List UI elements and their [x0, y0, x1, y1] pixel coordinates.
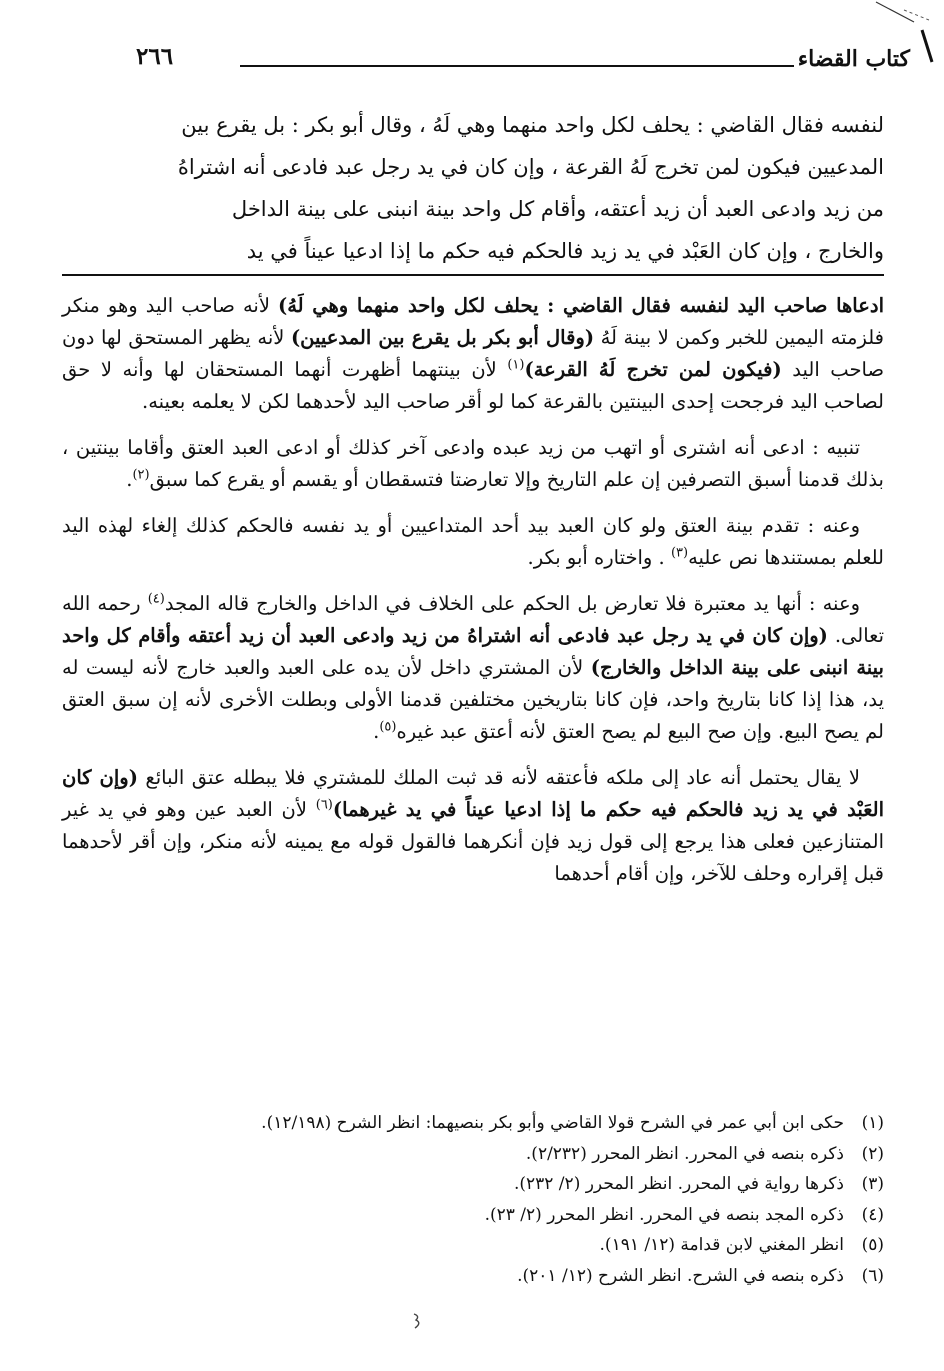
- commentary-text: لأنه صاحب اليد وهو منكر فلزمته اليمين للخبر وكمن لا بينة لَهُ: [62, 294, 884, 349]
- commentary-text: تنبيه : ادعى أنه اشترى أو اتهب من زيد عبده وادعى آخر كذلك أو ادعى العبد العتق وأقاما بينتين ، بذلك قدمنا أسبق التصرفين إن علم التاريخ وإلا تعارضتا فتسقطان أو يقسم أو يقرع كما سبق: [62, 436, 884, 491]
- quoted-matn: (وإن كان العَبْد في يد زيد فالحكم فيه حكم ما إذا ادعيا عيناً في يد غيرهما): [62, 766, 884, 821]
- footnote-item: [62, 1169, 884, 1200]
- commentary-text: لأن بينتهما أظهرت أنهما المستحقان لها وأنه لا حق لصاحب اليد فرجحت إحدى البينتين بالقرعة كما لو أقر صاحب اليد لأحدهما لكن لا يعلمه بعينه.: [62, 358, 884, 413]
- commentary-text: .: [126, 468, 133, 491]
- footnote-number: (٦): [861, 1265, 884, 1286]
- footnote-text: ذكره المجد بنصه في المحرر. انظر المحرر (٢/ ٢٣).: [484, 1204, 844, 1225]
- commentary-text: .: [373, 720, 380, 743]
- footnote-ref: (٥): [379, 719, 397, 735]
- footnote-item: [62, 1139, 884, 1170]
- footnote-text: ذكره بنصه في المحرر. انظر المحرر (٢/٢٣٢).: [525, 1143, 844, 1164]
- scan-mark: [410, 1312, 424, 1330]
- footnote-text: ذكره بنصه في الشرح. انظر الشرح (١٢/ ٢٠١).: [517, 1265, 844, 1286]
- footnote-number: (١): [861, 1113, 884, 1133]
- quoted-matn: (وقال أبو بكر بل يقرع بين المدعيين): [290, 326, 595, 349]
- commentary-text: لأن المشتري داخل لأن يده على العبد والعبد خارج لأنه ليست له يد، هذا إذا كانا بتاريخ واحد، فإن كانا بتاريخين مختلفين قدمنا الأولى وبطلت الأخرى لأنه إن سبق العتق لم يصح البيع. وإن صح البيع لم يصح العتق لأنه أعتق عبد غيره: [62, 656, 884, 743]
- footnote-ref: (٢): [132, 467, 150, 483]
- commentary-text: . واختاره أبو بكر.: [527, 546, 671, 569]
- commentary-text: لا يقال يحتمل أنه عاد إلى ملكه فأعتقه لأنه قد ثبت الملك للمشتري فلا يبطله عتق البائع: [137, 766, 860, 789]
- header-title: كتاب القضاء: [797, 46, 910, 72]
- matn-separator: [62, 274, 884, 276]
- sharh-paragraph: [62, 588, 884, 748]
- sharh-text: [62, 290, 884, 904]
- matn-line: والخارج ، وإن كان العَبْد في يد زيد فالحكم فيه حكم ما إذا ادعيا عيناً في يد: [246, 239, 884, 263]
- footnote-number: (٤): [861, 1204, 884, 1225]
- quoted-matn: (وإن كان في يد رجل عبد فادعى أنه اشتراهُ من زيد وادعى العبد أن زيد أعتقه وأقام كل واحد بينة انبنى على بينة الداخل والخارج): [62, 624, 884, 679]
- commentary-text: لأن العبد عين وهو في يد غير المتنازعين فعلى هذا يرجع إلى قول زيد فإن أنكرهما فالقول قوله مع يمينه لأنه منكر، وإن أقر لأحدهما قبل إقراره وحلف للآخر، وإن أقام أحدهما: [62, 798, 884, 885]
- footnote-ref: (٤): [147, 591, 165, 607]
- footnote-text: حكى ابن أبي عمر في الشرح قولا القاضي وأبو بكر بنصيهما: انظر الشرح (١٢/١٩٨).: [261, 1113, 844, 1133]
- page-number: ٢٦٦: [136, 43, 174, 70]
- header-rule: [240, 65, 794, 67]
- footnote-number: (٥): [861, 1235, 884, 1255]
- footnote-text: انظر المغني لابن قدامة (١٢/ ١٩١).: [599, 1235, 844, 1255]
- footnote-item: [62, 1108, 884, 1139]
- sharh-paragraph: [62, 290, 884, 418]
- footnote-item: [62, 1200, 884, 1231]
- quoted-matn: ادعاها صاحب اليد لنفسه فقال القاضي : يحلف لكل واحد منهما وهي لَهُ): [278, 294, 884, 317]
- commentary-text: وعنه : أنها يد معتبرة فلا تعارض بل الحكم على الخلاف في الداخل والخارج قاله المجد: [164, 592, 860, 615]
- matn-line: المدعيين فيكون لمن تخرج لَهُ القرعة ، وإن كان في يد رجل عبد فادعى أنه اشتراهُ: [177, 155, 884, 179]
- matn-text: [62, 104, 884, 272]
- matn-line: من زيد وادعى العبد أن زيد أعتقه، وأقام كل واحد بينة انبنى على بينة الداخل: [231, 197, 884, 221]
- footnote-ref: (٦): [315, 797, 333, 813]
- sharh-paragraph: [62, 762, 884, 890]
- commentary-text: رحمه الله تعالى.: [62, 592, 884, 647]
- quoted-matn: (فيكون لمن تخرج لَهُ القرعة): [524, 358, 782, 381]
- commentary-text: لأنه يظهر المستحق لها دون صاحب اليد: [62, 326, 884, 381]
- footnote-number: (٣): [861, 1174, 884, 1194]
- matn-line: لنفسه فقال القاضي : يحلف لكل واحد منهما وهي لَهُ ، وقال أبو بكر : بل يقرع بين: [181, 113, 884, 137]
- footnote-ref: (٣): [670, 545, 689, 561]
- footnote-text: ذكرها رواية في المحرر. انظر المحرر (٢/ ٢٣٢).: [513, 1174, 844, 1194]
- footnote-item: [62, 1230, 884, 1261]
- footnote-item: [62, 1261, 884, 1292]
- sharh-paragraph: [62, 432, 884, 496]
- footnote-number: (٢): [861, 1143, 884, 1164]
- footnotes: [62, 1108, 884, 1291]
- commentary-text: وعنه : تقدم بينة العتق ولو كان العبد بيد أحد المتداعيين أو يد نفسه فالحكم كذلك إلغاء لهذه اليد للعلم بمستندها نص عليه: [62, 514, 884, 569]
- page-header: [0, 40, 944, 80]
- footnote-ref: (١): [507, 357, 525, 373]
- sharh-paragraph: [62, 510, 884, 574]
